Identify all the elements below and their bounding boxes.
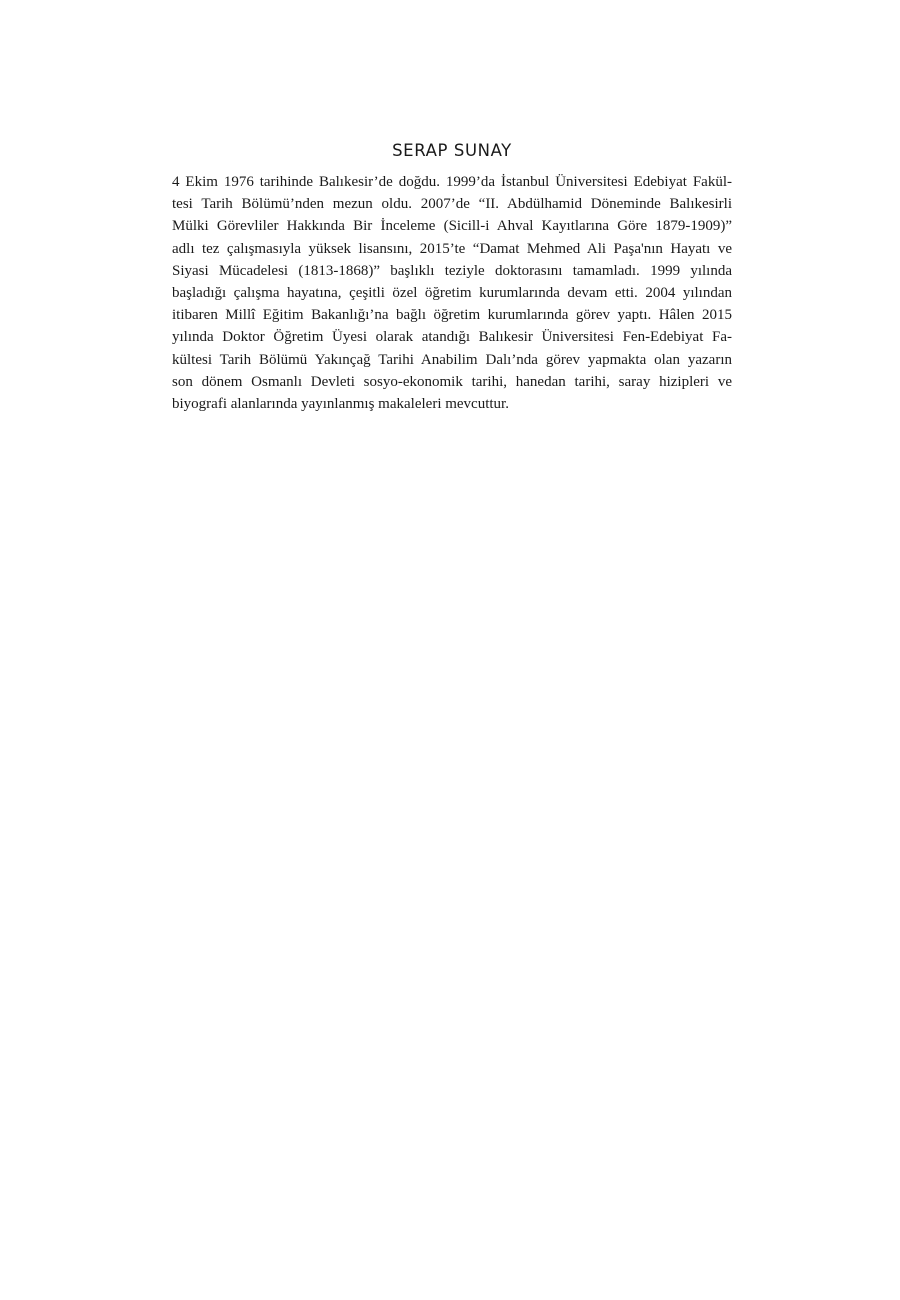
bio-line: yılında Doktor Öğretim Üyesi olarak atandığı Balıkesir Üniversitesi Fen-Edebiyat Fa- (172, 329, 732, 346)
bio-line: son dönem Osmanlı Devleti sosyo-ekonomik tarihi, hanedan tarihi, saray hizipleri ve (172, 373, 732, 390)
bio-line: kültesi Tarih Bölümü Yakınçağ Tarihi Anabilim Dalı’nda görev yapmakta olan yazarın (172, 351, 732, 368)
bio-line: Mülki Görevliler Hakkında Bir İnceleme (Sicill-i Ahval Kayıtlarına Göre 1879-1909)” (172, 218, 732, 235)
bio-line: başladığı çalışma hayatına, çeşitli özel öğretim kurumlarında devam etti. 2004 yılından (172, 285, 732, 302)
author-biography-paragraph (172, 171, 732, 415)
author-name-heading: SERAP SUNAY (392, 141, 512, 160)
bio-line: itibaren Millî Eğitim Bakanlığı’na bağlı öğretim kurumlarında görev yaptı. Hâlen 2015 (172, 307, 732, 324)
bio-line: 4 Ekim 1976 tarihinde Balıkesir’de doğdu. 1999’da İstanbul Üniversitesi Edebiyat Fakül- (172, 174, 732, 190)
author-bio-section (172, 140, 732, 415)
bio-line: Siyasi Mücadelesi (1813-1868)” başlıklı teziyle doktorasını tamamladı. 1999 yılında (172, 262, 732, 279)
bio-line: biyografi alanlarında yayınlanmış makaleleri mevcuttur. (172, 396, 509, 413)
bio-line: adlı tez çalışmasıyla yüksek lisansını, 2015’te “Damat Mehmed Ali Paşa'nın Hayatı ve (172, 240, 732, 257)
bio-line: tesi Tarih Bölümü’nden mezun oldu. 2007’de “II. Abdülhamid Döneminde Balıkesirli (172, 196, 732, 213)
